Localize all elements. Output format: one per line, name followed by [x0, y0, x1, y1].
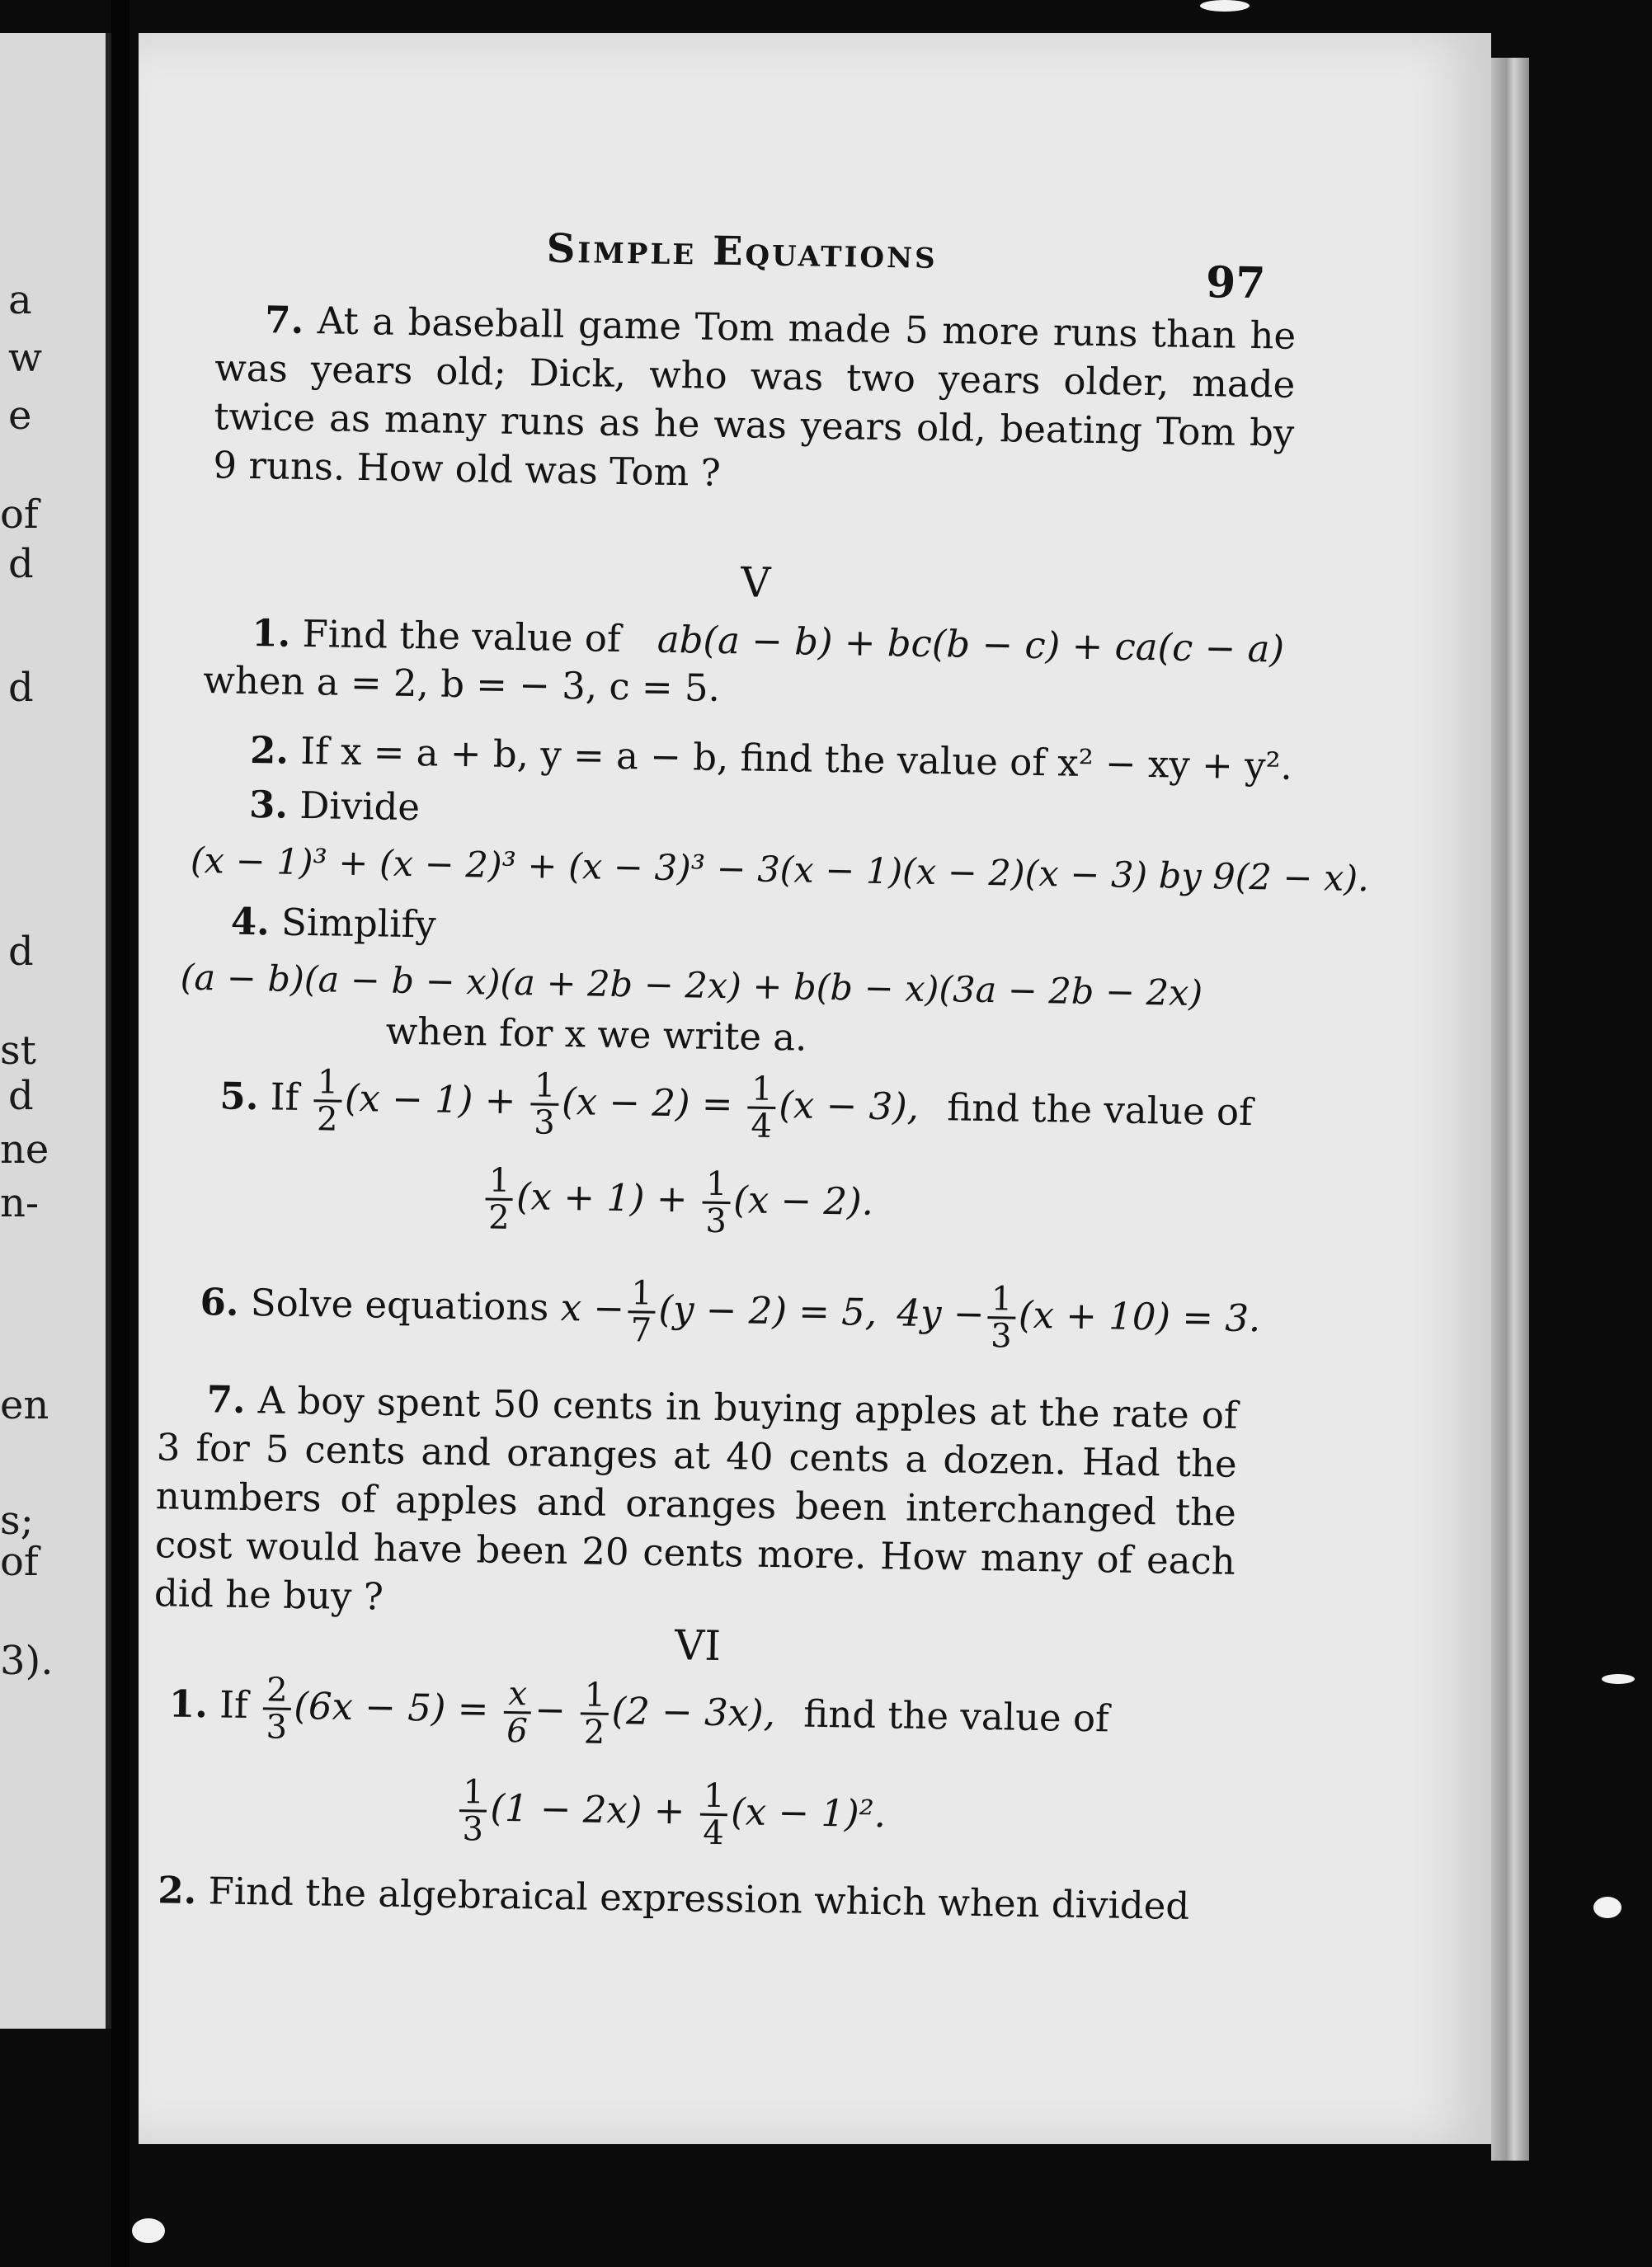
facing-page-text: d [8, 929, 34, 975]
problem-vi-1 [168, 1672, 1109, 1758]
problem-number: 2. [157, 1868, 197, 1913]
facing-page-text: w [8, 335, 43, 381]
running-title: Simple Equations [546, 225, 939, 278]
problem-v-5-expr [482, 1163, 874, 1240]
problem-v-5 [219, 1063, 1254, 1151]
term: x − [560, 1285, 625, 1331]
numerator: 1 [531, 1068, 559, 1106]
problem-number: 2. [249, 727, 289, 773]
term: (x + 1) + [515, 1174, 688, 1221]
denominator: 4 [703, 1813, 725, 1853]
facing-page-text: of [0, 1539, 39, 1585]
problem-text: At a baseball game Tom made 5 more runs than he was years old; Dick, who was two years older, made twice as many runs as he was years old, beating Tom by 9 runs. How old was Tom ? [213, 299, 1297, 495]
numerator: 1 [486, 1164, 514, 1202]
facing-page-text: of [0, 491, 39, 538]
problem-vi-2 [158, 1865, 1190, 1931]
problem-text: Simplify [280, 900, 437, 947]
numerator: 1 [988, 1282, 1016, 1319]
scan-speck [1602, 1674, 1635, 1684]
problem-v-4 [230, 897, 436, 949]
denominator: 2 [583, 1713, 605, 1752]
denominator: 2 [316, 1100, 338, 1139]
denominator: 7 [630, 1311, 652, 1350]
denominator: 6 [506, 1711, 529, 1751]
facing-page-text: 3). [0, 1638, 54, 1684]
problem-lead: Solve equations [250, 1281, 549, 1329]
term: 4y − [897, 1291, 986, 1337]
fraction [747, 1071, 776, 1144]
numerator: 1 [581, 1677, 609, 1715]
denominator: 3 [266, 1708, 288, 1747]
page-number: 97 [1205, 257, 1266, 309]
problem-number: 7. [206, 1377, 247, 1422]
facing-page-text: st [0, 1028, 36, 1074]
problem-number: 1. [168, 1681, 209, 1727]
problem-lead: If [270, 1075, 299, 1119]
problem-v-1-cont: when a = 2, b = − 3, c = 5. [203, 658, 721, 710]
problem-number: 4. [230, 899, 271, 944]
term: − [534, 1687, 567, 1733]
term: (x − 1)². [730, 1790, 887, 1837]
facing-page-text: n- [0, 1180, 40, 1226]
fraction [262, 1672, 291, 1745]
problem-text: A boy spent 50 cents in buying apples at the rate of 3 for 5 cents and oranges at 40 cents a dozen. Had the numbers of apples and oranges been interchanged the cost would have been 20 cents more. How many of each did he buy ? [153, 1378, 1238, 1619]
numerator: 2 [263, 1672, 291, 1710]
numerator: 1 [703, 1167, 731, 1205]
denominator: 3 [990, 1317, 1012, 1356]
numerator: x [504, 1677, 532, 1714]
denominator: 3 [462, 1810, 484, 1849]
facing-page-text: s; [0, 1498, 34, 1544]
denominator: 4 [751, 1107, 773, 1145]
problem-v-3 [249, 780, 421, 831]
numerator: 1 [700, 1779, 728, 1817]
problem-number: 6. [200, 1280, 239, 1324]
fraction [702, 1164, 731, 1241]
problem-number: 7. [264, 298, 304, 342]
fraction [530, 1068, 559, 1141]
facing-page-text: ne [0, 1126, 49, 1173]
numerator: 1 [628, 1276, 656, 1314]
problem-v-3-expr: (x − 1)³ + (x − 2)³ + (x − 3)³ − 3(x − 1)(x − 2)(x − 3) by 9(2 − x). [190, 840, 1370, 901]
section-heading-vi: VI [674, 1621, 722, 1671]
term: (x − 1) + [344, 1075, 516, 1123]
denominator: 3 [705, 1202, 727, 1241]
problem-vi-1-expr [455, 1775, 886, 1853]
term: (y − 2) = 5, [658, 1286, 878, 1334]
term: (x + 10) = 3. [1018, 1292, 1261, 1341]
problem-lead: If [219, 1682, 249, 1728]
problem-number: 5. [219, 1074, 259, 1119]
denominator: 3 [533, 1103, 556, 1142]
facing-page-text: d [8, 665, 34, 711]
problem-text: Find the value of [302, 611, 622, 661]
scan-speck [1593, 1897, 1621, 1918]
term: (6x − 5) = [293, 1683, 489, 1731]
denominator: 2 [487, 1198, 511, 1237]
problem-number: 3. [248, 782, 289, 827]
problem-v-4-expr: (a − b)(a − b − x)(a + 2b − 2x) + b(b − x)(3a − 2b − 2x) [180, 957, 1203, 1015]
facing-page-text: d [8, 1073, 34, 1119]
fraction [580, 1677, 609, 1750]
problem-iv-7 [213, 294, 1297, 506]
problem-v-2 [250, 726, 1293, 791]
page-text [121, 21, 1507, 2153]
numerator: 1 [313, 1065, 341, 1103]
fraction [627, 1276, 656, 1348]
expression: ab(a − b) + bc(b − c) + ca(c − a) [657, 617, 1285, 671]
term: (x − 3), [778, 1083, 920, 1129]
numerator: 1 [748, 1071, 776, 1109]
term: (1 − 2x) + [490, 1785, 685, 1833]
problem-tail: find the value of [802, 1691, 1110, 1741]
problem-number: 1. [251, 610, 291, 656]
fraction [503, 1677, 532, 1749]
fraction [313, 1065, 342, 1137]
facing-page-text: a [8, 277, 32, 323]
problem-tail: find the value of [946, 1085, 1254, 1135]
book-page [139, 33, 1491, 2144]
problem-text: Find the algebraical expression which when divided [208, 1869, 1190, 1929]
fraction [459, 1775, 487, 1847]
fraction [987, 1282, 1016, 1354]
scan-speck [1200, 0, 1250, 12]
problem-text: Divide [299, 783, 421, 830]
section-heading-v: V [740, 558, 771, 607]
facing-page-text: d [8, 541, 34, 587]
facing-page-text: en [0, 1382, 49, 1428]
problem-v-6 [200, 1269, 1261, 1357]
problem-v-7 [154, 1374, 1238, 1634]
problem-text: If x = a + b, y = a − b, find the value of x² − xy + y². [299, 728, 1293, 788]
term: (x − 2) = [561, 1079, 734, 1126]
scan-speck [132, 2218, 165, 2243]
problem-v-4-cont: when for x we write a. [385, 1009, 807, 1060]
fraction [485, 1161, 514, 1237]
facing-page-fragment [0, 33, 114, 2029]
term: (x − 2). [732, 1178, 874, 1224]
numerator: 1 [459, 1775, 487, 1813]
fraction [699, 1776, 728, 1853]
term: (2 − 3x), [611, 1688, 776, 1736]
facing-page-text: e [8, 393, 32, 439]
